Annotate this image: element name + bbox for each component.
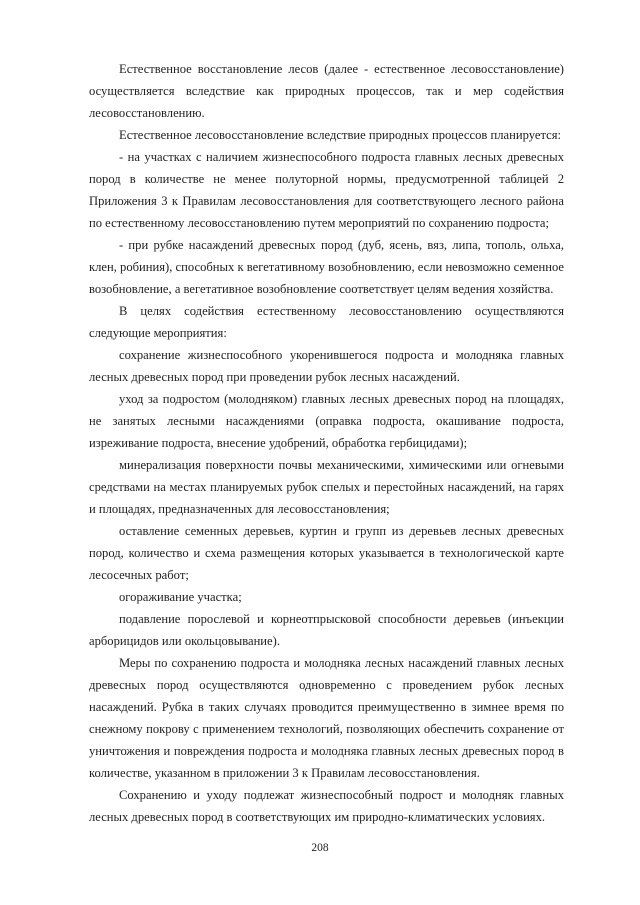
paragraph: Сохранению и уходу подлежат жизнеспособный подрост и молодняк главных лесных древесных пород в соответствующих им природно-климатических условиях. bbox=[89, 788, 564, 824]
paragraph: Естественное восстановление лесов (далее - естественное лесовосстановление) осуществляется вследствие как природных процессов, так и мер содействия лесовосстановлению. bbox=[89, 62, 564, 120]
page-number: 208 bbox=[311, 842, 329, 854]
paragraph: - при рубке насаждений древесных пород (дуб, ясень, вяз, липа, тополь, ольха, клен, робиния), способных к вегетативному возобновлению, если невозможно семенное возобновление, а вегетативное возобновление соответствует целям ведения хозяйства. bbox=[89, 238, 564, 296]
paragraph: сохранение жизнеспособного укоренившегося подроста и молодняка главных лесных древесных пород при проведении рубок лесных насаждений. bbox=[89, 348, 564, 384]
document-body bbox=[89, 58, 564, 828]
paragraph: В целях содействия естественному лесовосстановлению осуществляются следующие мероприятия: bbox=[89, 304, 564, 340]
paragraph: Меры по сохранению подроста и молодняка лесных насаждений главных лесных древесных пород осуществляются одновременно с проведением рубок лесных насаждений. Рубка в таких случаях проводится преимущественно в зимнее время по снежному покрову с применением технологий, позволяющих обеспечить сохранение от уничтожения и повреждения подроста и молодняка главных лесных древесных пород в количестве, указанном в приложении 3 к Правилам лесовосстановления. bbox=[89, 656, 564, 780]
paragraph: Естественное лесовосстановление вследствие природных процессов планируется: bbox=[119, 128, 561, 142]
paragraph: - на участках с наличием жизнеспособного подроста главных лесных древесных пород в количестве не менее полуторной нормы, предусмотренной таблицей 2 Приложения 3 к Правилам лесовосстановления для соответствующего лесного района по естественному лесовосстановлению путем мероприятий по сохранению подроста; bbox=[89, 150, 564, 230]
paragraph: подавление порослевой и корнеотпрысковой способности деревьев (инъекции арборицидов или окольцовывание). bbox=[89, 612, 564, 648]
paragraph: минерализация поверхности почвы механическими, химическими или огневыми средствами на местах планируемых рубок спелых и перестойных насаждений, на гарях и площадях, предназначенных для лесовосстановления; bbox=[89, 458, 564, 516]
paragraph: оставление семенных деревьев, куртин и групп из деревьев лесных древесных пород, количество и схема размещения которых указывается в технологической карте лесосечных работ; bbox=[89, 524, 564, 582]
paragraph: огораживание участка; bbox=[119, 590, 242, 604]
paragraph: уход за подростом (молодняком) главных лесных древесных пород на площадях, не занятых лесными насаждениями (оправка подроста, окашивание подроста, изреживание подроста, внесение удобрений, обработка гербицидами); bbox=[89, 392, 564, 450]
